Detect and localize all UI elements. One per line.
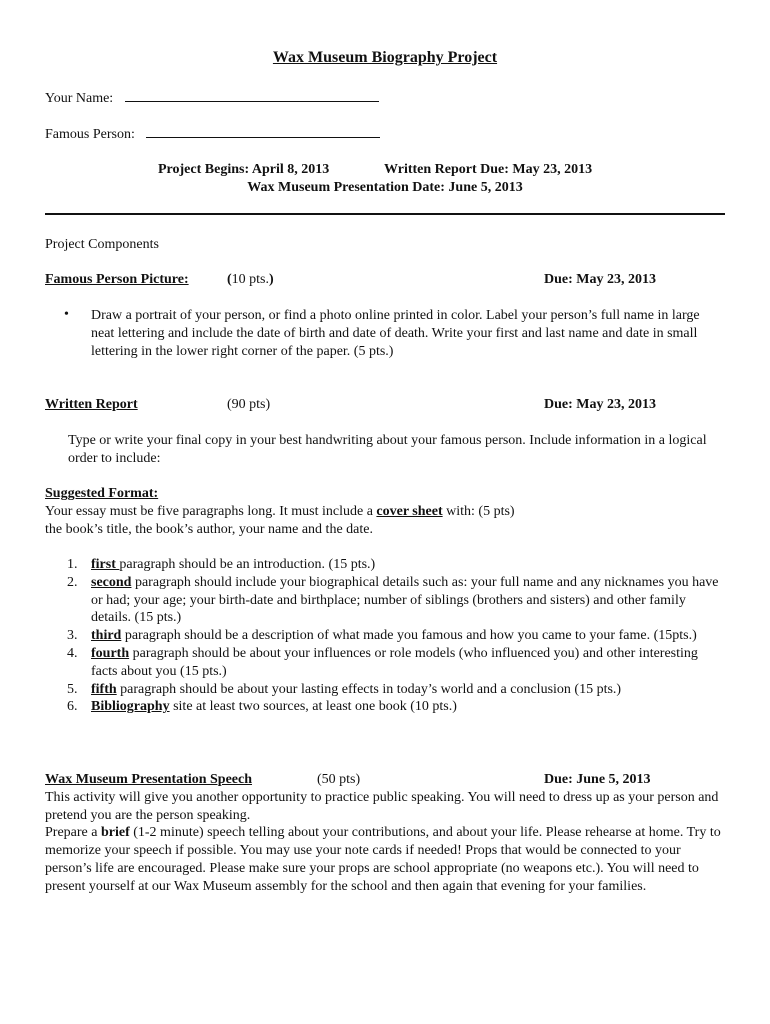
list-text: paragraph should be about your lasting effects in today’s world and a conclusion (15 pts.) — [116, 681, 622, 697]
format-line-2: the book’s title, the book’s author, your name and the date. — [45, 522, 373, 537]
list-text: site at least two sources, at least one book (10 pts.) — [169, 699, 457, 715]
speech-heading: Wax Museum Presentation Speech — [45, 772, 253, 787]
list-number: 3. — [67, 628, 78, 644]
written-report-due: Written Report Due: May 23, 2013 — [384, 162, 593, 177]
list-number: 6. — [67, 699, 78, 715]
your-name-label: Your Name: — [45, 91, 114, 106]
list-number: 1. — [67, 557, 78, 572]
picture-points-open: ( — [227, 272, 232, 287]
components-heading: Project Components — [45, 237, 159, 252]
presentation-date: Wax Museum Presentation Date: June 5, 2013 — [247, 180, 523, 195]
list-number: 5. — [67, 681, 78, 697]
list-keyword: fifth — [91, 681, 117, 697]
bullet-icon: • — [64, 307, 69, 322]
project-begins: Project Begins: April 8, 2013 — [158, 162, 330, 177]
list-keyword: second — [91, 574, 132, 590]
picture-heading: Famous Person Picture: — [45, 272, 189, 287]
picture-points-text: 10 pts. — [231, 272, 270, 287]
format-line-1-pre: Your essay must be five paragraphs long. It must include a — [45, 504, 377, 519]
list-item — [67, 574, 727, 627]
list-item — [67, 681, 727, 699]
speech-prepare: Prepare a — [45, 825, 101, 840]
speech-details: (1-2 minute) speech telling about your contributions, and about your life. Please rehearse at home. Try to memorize your speech if possible. You may use your note cards if needed! Props that would be connected to your person’s life are encouraged. Please make sure your props are school appropriate (no weapons etc.). You will need to present yourself at our Wax Museum assembly for the school and then again that evening for your families. — [45, 825, 721, 894]
paragraph-list — [67, 556, 727, 716]
format-line-1-post: with: (5 pts) — [442, 504, 515, 519]
report-points: (90 pts) — [227, 397, 271, 412]
list-number: 4. — [67, 645, 78, 661]
speech-brief: brief — [100, 825, 130, 840]
format-heading: Suggested Format: — [45, 486, 159, 501]
picture-points-close: ) — [269, 272, 274, 287]
list-item — [67, 627, 727, 645]
list-number: 2. — [67, 574, 78, 590]
report-due: Due: May 23, 2013 — [544, 397, 656, 412]
list-keyword: fourth — [91, 645, 130, 661]
list-text: paragraph should be an introduction. (15 pts.) — [119, 557, 376, 572]
list-keyword: first — [91, 557, 120, 572]
document-title: Wax Museum Biography Project — [272, 49, 498, 66]
famous-person-blank — [146, 125, 380, 138]
picture-instructions: Draw a portrait of your person, or find a photo online printed in color. Label your person’s full name in large neat lettering and include the date of birth and date of death. Write your first and last name and date in small lettering in the lower right corner of the paper. (5 pts.) — [91, 308, 700, 359]
list-item — [67, 698, 727, 716]
list-text: paragraph should be about your influences or role models (who influenced you) and other interesting facts about you (15 pts.) — [91, 645, 698, 679]
speech-paragraph-2 — [45, 824, 725, 896]
your-name-line — [45, 89, 379, 108]
picture-points — [227, 271, 274, 289]
cover-sheet: cover sheet — [376, 504, 443, 519]
famous-person-line — [45, 125, 380, 144]
list-keyword: third — [91, 628, 122, 644]
divider — [45, 213, 725, 215]
format-line-1 — [45, 503, 515, 521]
picture-due: Due: May 23, 2013 — [544, 272, 656, 287]
list-item — [67, 556, 727, 574]
report-heading: Written Report — [45, 397, 138, 412]
list-item — [67, 645, 727, 681]
speech-due: Due: June 5, 2013 — [544, 772, 651, 787]
speech-paragraph-1: This activity will give you another opportunity to practice public speaking. You will need to dress up as your person and pretend you are the person speaking. — [45, 790, 719, 823]
list-keyword: Bibliography — [91, 699, 170, 715]
famous-person-label: Famous Person: — [45, 127, 135, 142]
report-intro: Type or write your final copy in your best handwriting about your famous person. Include information in a logical order to include: — [68, 433, 707, 466]
list-text: paragraph should include your biographical details such as: your full name and any nicknames you have or had; your age; your birth-date and birthplace; number of siblings (brothers and sisters) and other family details. (15 pts.) — [91, 574, 719, 626]
your-name-blank — [125, 89, 379, 102]
list-text: paragraph should be a description of what made you famous and how you came to your fame. (15pts.) — [121, 628, 697, 644]
speech-points: (50 pts) — [317, 772, 361, 787]
